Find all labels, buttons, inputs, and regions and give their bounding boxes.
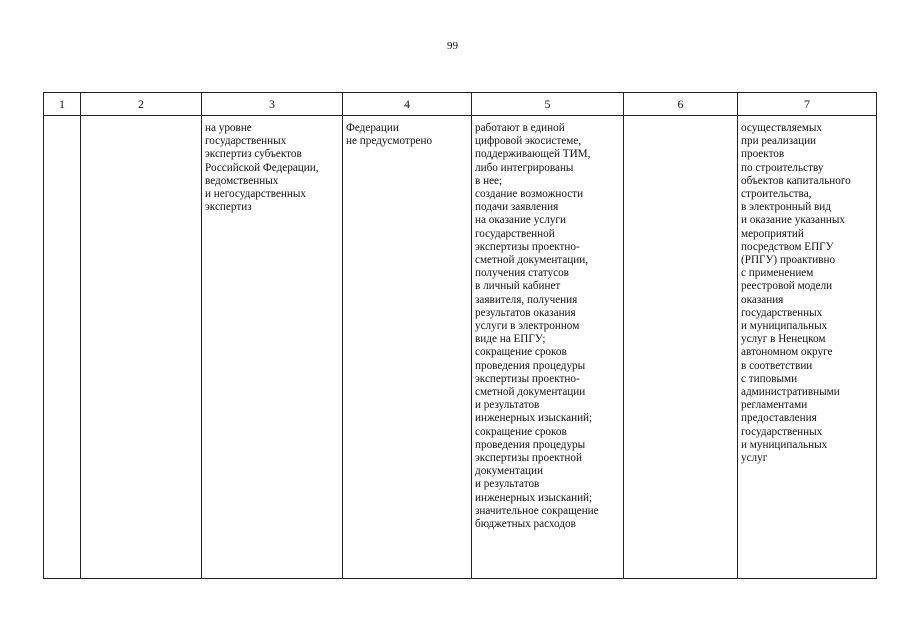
cell-text-line: строительства, — [741, 188, 812, 201]
cell-text-line: реестровой модели — [741, 280, 833, 293]
cell-text-line: ведомственных — [205, 174, 279, 187]
cell-text-line: подачи заявления — [475, 201, 559, 214]
cell-text-line: проведения процедуры — [475, 438, 586, 451]
cell-text-line: регламентами — [741, 399, 808, 412]
cell-text-line: государственной — [475, 227, 555, 240]
header-cell-7: 7 — [738, 93, 877, 116]
cell-text-line: объектов капитального — [741, 174, 851, 187]
cell-text-line: бюджетных расходов — [475, 518, 576, 531]
cell-text-line: сметной документации, — [475, 254, 589, 267]
cell-col-5 — [472, 116, 624, 579]
cell-text-line: с применением — [741, 267, 814, 280]
cell-text-line: сокращение сроков — [475, 425, 567, 438]
cell-text-line: работают в единой — [475, 122, 565, 134]
cell-col-7 — [738, 116, 877, 579]
cell-text-line: и результатов — [475, 399, 540, 412]
cell-text-line: в личный кабинет — [475, 280, 561, 293]
cell-text-line: оказания — [741, 293, 784, 306]
cell-text-line: на оказание услуги — [475, 214, 567, 227]
cell-text-line: и негосударственных — [205, 188, 306, 201]
cell-text-line: государственных — [741, 425, 823, 438]
table-row — [44, 116, 877, 579]
cell-col-6 — [624, 116, 738, 579]
cell-text-line: проведения процедуры — [475, 359, 586, 372]
cell-text-line: результатов оказания — [475, 306, 576, 319]
cell-text-line: экспертиз субъектов — [205, 148, 302, 161]
cell-text-line: услуг — [741, 452, 768, 465]
cell-text-line: услуги в электронном — [475, 320, 580, 333]
cell-text-line: инженерных изысканий; — [475, 491, 593, 504]
cell-text-line: и результатов — [475, 478, 540, 491]
cell-text-line: в нее; — [475, 174, 503, 187]
header-cell-1: 1 — [44, 93, 81, 116]
cell-text-line: услуг в Ненецком — [741, 333, 826, 346]
cell-col-3 — [202, 116, 343, 579]
cell-text-line: поддерживающей ТИМ, — [475, 148, 591, 161]
cell-col-1 — [44, 116, 81, 579]
cell-text-line: получения статусов — [475, 267, 569, 280]
cell-text-line: (РПГУ) проактивно — [741, 254, 836, 267]
cell-text-line: документации — [475, 465, 543, 478]
cell-text-line: в электронный вид — [741, 201, 831, 214]
cell-text-line: Федерации — [346, 122, 399, 134]
cell-text-line: административными — [741, 386, 840, 399]
cell-text-line: сокращение сроков — [475, 346, 567, 359]
cell-text-line: не предусмотрено — [346, 135, 433, 148]
cell-text-line: экспертизы проектно- — [475, 372, 580, 385]
cell-text-line: экспертизы проектной — [475, 452, 582, 465]
cell-text-line: государственных — [741, 306, 823, 319]
cell-text-line: по строительству — [741, 161, 824, 174]
cell-text-line: государственных — [205, 135, 287, 148]
cell-text-line: и муниципальных — [741, 320, 828, 333]
cell-col-4 — [343, 116, 472, 579]
cell-text-line: осуществляемых — [741, 122, 823, 134]
header-cell-6: 6 — [624, 93, 738, 116]
document-table — [43, 92, 877, 579]
cell-text-line: виде на ЕПГУ; — [475, 333, 546, 346]
cell-text-line: инженерных изысканий; — [475, 412, 593, 425]
cell-text-line: Российской Федерации, — [205, 161, 319, 174]
cell-text-line: на уровне — [205, 122, 252, 134]
cell-text-line: значительное сокращение — [475, 504, 599, 517]
cell-text-line: экспертизы проектно- — [475, 240, 580, 253]
cell-text-line: автономном округе — [741, 346, 833, 359]
cell-text-line: и оказание указанных — [741, 214, 846, 227]
cell-col-2 — [81, 116, 202, 579]
cell-text-line: с типовыми — [741, 372, 798, 385]
header-cell-2: 2 — [81, 93, 202, 116]
cell-text-line: сметной документации — [475, 386, 586, 399]
cell-text-line: экспертиз — [205, 201, 252, 214]
cell-text-line: и муниципальных — [741, 438, 828, 451]
cell-text-line: посредством ЕПГУ — [741, 240, 834, 253]
cell-text-line: заявителя, получения — [475, 293, 578, 306]
cell-text-line: предоставления — [741, 412, 817, 425]
header-cell-3: 3 — [202, 93, 343, 116]
cell-text-line: в соответствии — [741, 359, 813, 372]
header-cell-4: 4 — [343, 93, 472, 116]
cell-text-line: создание возможности — [475, 188, 584, 201]
cell-text-line: мероприятий — [741, 227, 804, 240]
cell-text-line: проектов — [741, 148, 785, 161]
page-number: 99 — [447, 40, 458, 52]
header-cell-5: 5 — [472, 93, 624, 116]
cell-text-line: цифровой экосистеме, — [475, 135, 582, 148]
cell-text-line: при реализации — [741, 135, 817, 148]
header-row — [44, 93, 877, 116]
cell-text-line: либо интегрированы — [475, 161, 574, 174]
